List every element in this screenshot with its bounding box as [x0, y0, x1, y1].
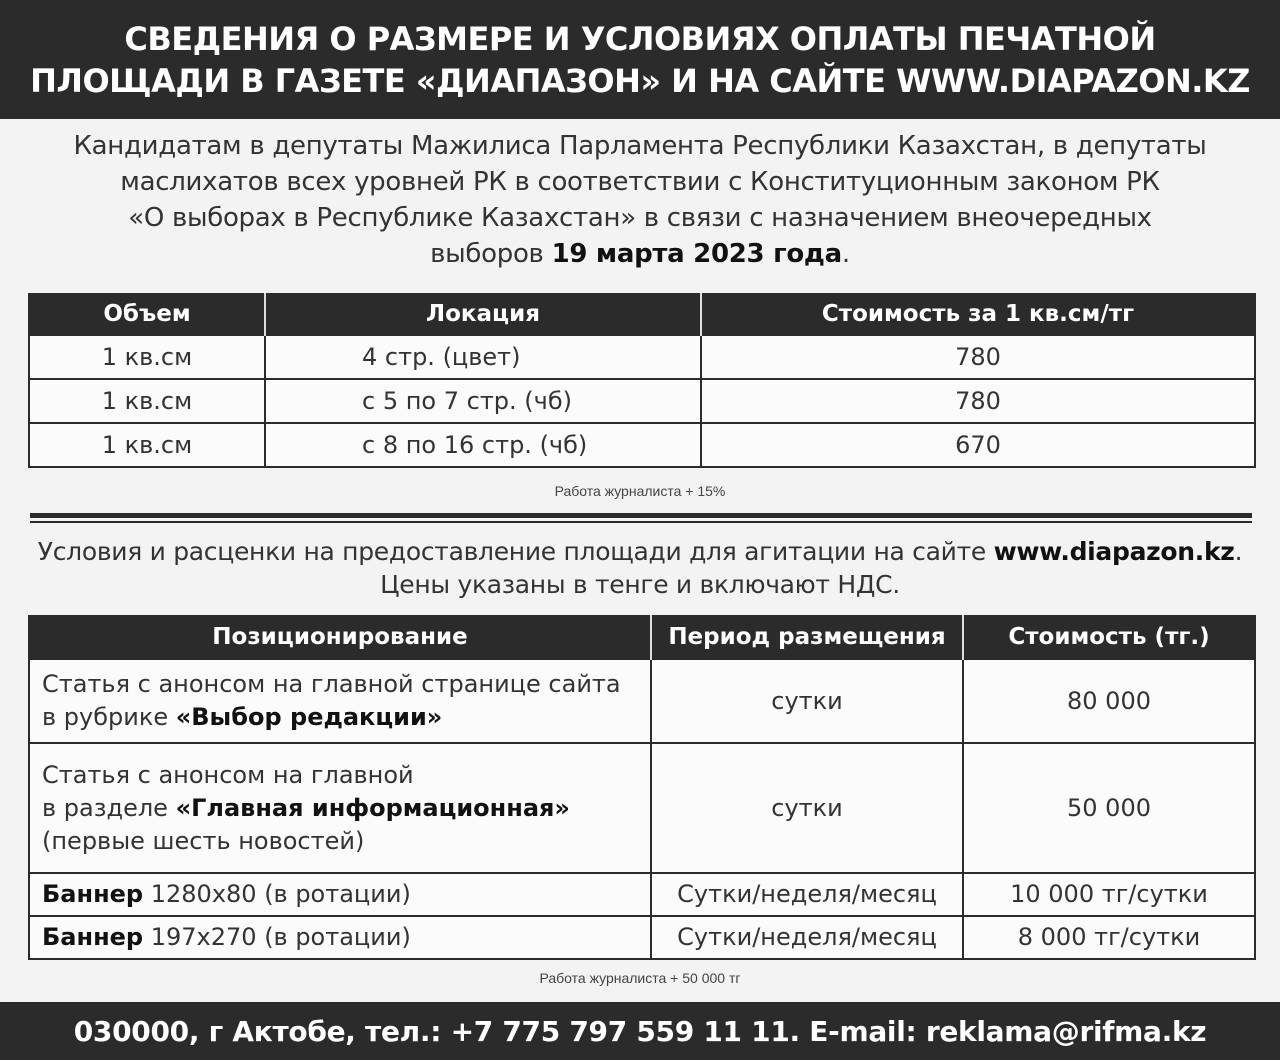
web-journalist-note: Работа журналиста + 50 000 тг: [539, 970, 741, 986]
print-journalist-note: Работа журналиста + 15%: [554, 483, 726, 499]
table-row: [29, 335, 1255, 379]
period-cell: сутки: [651, 659, 963, 743]
positioning-rubric: «Выбор редакции»: [175, 703, 443, 731]
table-row: [29, 916, 1255, 959]
header-cost: Стоимость (тг.): [963, 615, 1255, 659]
positioning-line-2-prefix: в рубрике: [42, 703, 176, 731]
positioning-line-2: [42, 701, 650, 734]
positioning-cell: [29, 916, 651, 959]
site-url: www.diapazon.kz: [993, 537, 1235, 566]
header-price-per-cm: Стоимость за 1 кв.см/тг: [701, 293, 1255, 335]
intro-text: [20, 128, 1260, 272]
volume-cell: 1 кв.см: [29, 423, 265, 467]
volume-cell: 1 кв.см: [29, 335, 265, 379]
period-cell: Сутки/неделя/месяц: [651, 916, 963, 959]
contact-info: 030000, г Актобе, тел.: +7 775 797 559 11 11. E-mail: reklama@rifma.kz: [73, 1014, 1207, 1048]
web-table-header-row: [29, 615, 1255, 659]
intro-line-4-prefix: выборов: [430, 239, 552, 269]
page-header: [0, 0, 1280, 119]
header-line-2: ПЛОЩАДИ В ГАЗЕТЕ «ДИАПАЗОН» И НА САЙТЕ WWW.DIAPAZON.KZ: [30, 61, 1250, 100]
print-price-table: [28, 293, 1256, 468]
site-line-2: Цены указаны в тенге и включают НДС.: [380, 570, 900, 599]
site-line-1-suffix: .: [1234, 537, 1243, 566]
header-period: Период размещения: [651, 615, 963, 659]
location-cell: с 5 по 7 стр. (чб): [265, 379, 701, 423]
print-table-header-row: [29, 293, 1255, 335]
site-line-1: [20, 535, 1260, 568]
positioning-cell: [29, 743, 651, 873]
positioning-line-2: [42, 792, 650, 825]
cost-cell: 10 000 тг/сутки: [963, 873, 1255, 916]
banner-label: Баннер: [42, 923, 144, 951]
price-cell: 780: [701, 379, 1255, 423]
intro-line-4-suffix: .: [841, 239, 850, 269]
cost-cell: 80 000: [963, 659, 1255, 743]
table-row: [29, 423, 1255, 467]
positioning-line-3: (первые шесть новостей): [42, 826, 365, 855]
divider-thick: [30, 513, 1252, 518]
table-row: [29, 873, 1255, 916]
banner-spec: 1280х80 (в ротации): [143, 880, 411, 908]
table-row: [29, 743, 1255, 873]
price-cell: 780: [701, 335, 1255, 379]
positioning-line-1: Статья с анонсом на главной странице сайта: [42, 670, 621, 698]
positioning-line-2-prefix: в разделе: [42, 793, 176, 822]
table-row: [29, 659, 1255, 743]
location-cell: 4 стр. (цвет): [265, 335, 701, 379]
header-line-1: СВЕДЕНИЯ О РАЗМЕРЕ И УСЛОВИЯХ ОПЛАТЫ ПЕЧАТНОЙ: [124, 19, 1156, 58]
cost-cell: 50 000: [963, 743, 1255, 873]
period-cell: Сутки/неделя/месяц: [651, 873, 963, 916]
table-row: [29, 379, 1255, 423]
site-line-1-prefix: Условия и расценки на предоставление площади для агитации на сайте: [37, 537, 994, 566]
intro-line-1: Кандидатам в депутаты Мажилиса Парламента Республики Казахстан, в депутаты: [73, 131, 1207, 161]
intro-line-3: «О выборах в Республике Казахстан» в связи с назначением внеочередных: [128, 203, 1152, 233]
intro-line-2: маслихатов всех уровней РК в соответствии с Конституционным законом РК: [120, 167, 1160, 197]
location-cell: с 8 по 16 стр. (чб): [265, 423, 701, 467]
header-location: Локация: [265, 293, 701, 335]
web-price-table: [28, 615, 1256, 960]
election-date: 19 марта 2023 года: [551, 239, 842, 269]
positioning-section: «Главная информационная»: [175, 793, 570, 822]
volume-cell: 1 кв.см: [29, 379, 265, 423]
header-positioning: Позиционирование: [29, 615, 651, 659]
positioning-cell: [29, 659, 651, 743]
cost-cell: 8 000 тг/сутки: [963, 916, 1255, 959]
price-cell: 670: [701, 423, 1255, 467]
period-cell: сутки: [651, 743, 963, 873]
banner-label: Баннер: [42, 880, 144, 908]
positioning-cell: [29, 873, 651, 916]
contact-footer: [0, 1002, 1280, 1060]
site-conditions-text: [20, 535, 1260, 601]
positioning-line-1: Статья с анонсом на главной: [42, 760, 414, 789]
divider-thin: [30, 521, 1252, 523]
intro-line-4: [20, 236, 1260, 272]
header-volume: Объем: [29, 293, 265, 335]
banner-spec: 197х270 (в ротации): [143, 923, 411, 951]
